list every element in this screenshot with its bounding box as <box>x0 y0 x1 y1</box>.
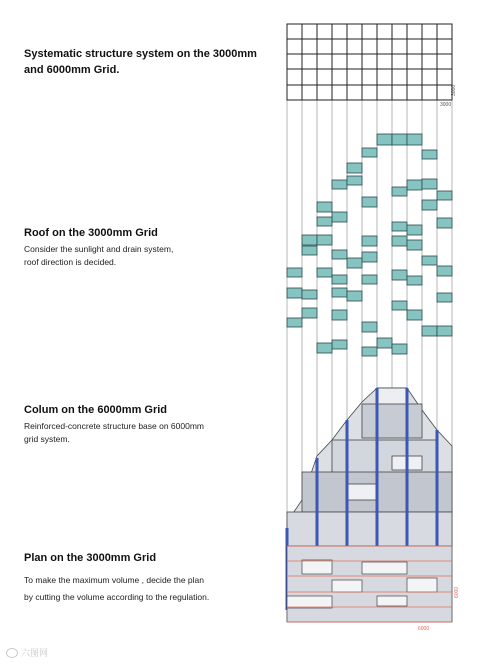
roof-panels <box>287 134 452 356</box>
section-body-line2: by cutting the volume according to the regulation. <box>24 592 210 602</box>
section-body-line2: roof direction is decided. <box>24 257 117 267</box>
section-body-line2: grid system. <box>24 434 70 444</box>
plan-grid <box>287 546 452 622</box>
column-volume <box>287 388 452 546</box>
watermark <box>6 646 48 659</box>
section-heading-line2: and 6000mm Grid. <box>24 64 120 76</box>
section-body-line1: To make the maximum volume , decide the plan <box>24 575 205 585</box>
dimension-label-6000: 6000 <box>418 626 430 632</box>
dimension-label-3000-vertical: 3000 <box>451 84 457 96</box>
watermark-text: 六图网 <box>21 648 49 658</box>
dimension-label-6000-vertical: 6000 <box>454 586 460 598</box>
top-grid <box>287 24 452 100</box>
weibo-icon <box>6 648 18 658</box>
section-body-line1: Reinforced-concrete structure base on 6000mm <box>24 421 205 431</box>
dimension-label-3000: 3000 <box>440 102 452 108</box>
section-heading: Roof on the 3000mm Grid <box>24 227 158 239</box>
section-heading: Colum on the 6000mm Grid <box>24 404 168 416</box>
section-heading: Systematic structure system on the 3000mm <box>24 48 257 60</box>
section-body-line1: Consider the sunlight and drain system, <box>24 244 174 254</box>
section-heading: Plan on the 3000mm Grid <box>24 552 157 564</box>
